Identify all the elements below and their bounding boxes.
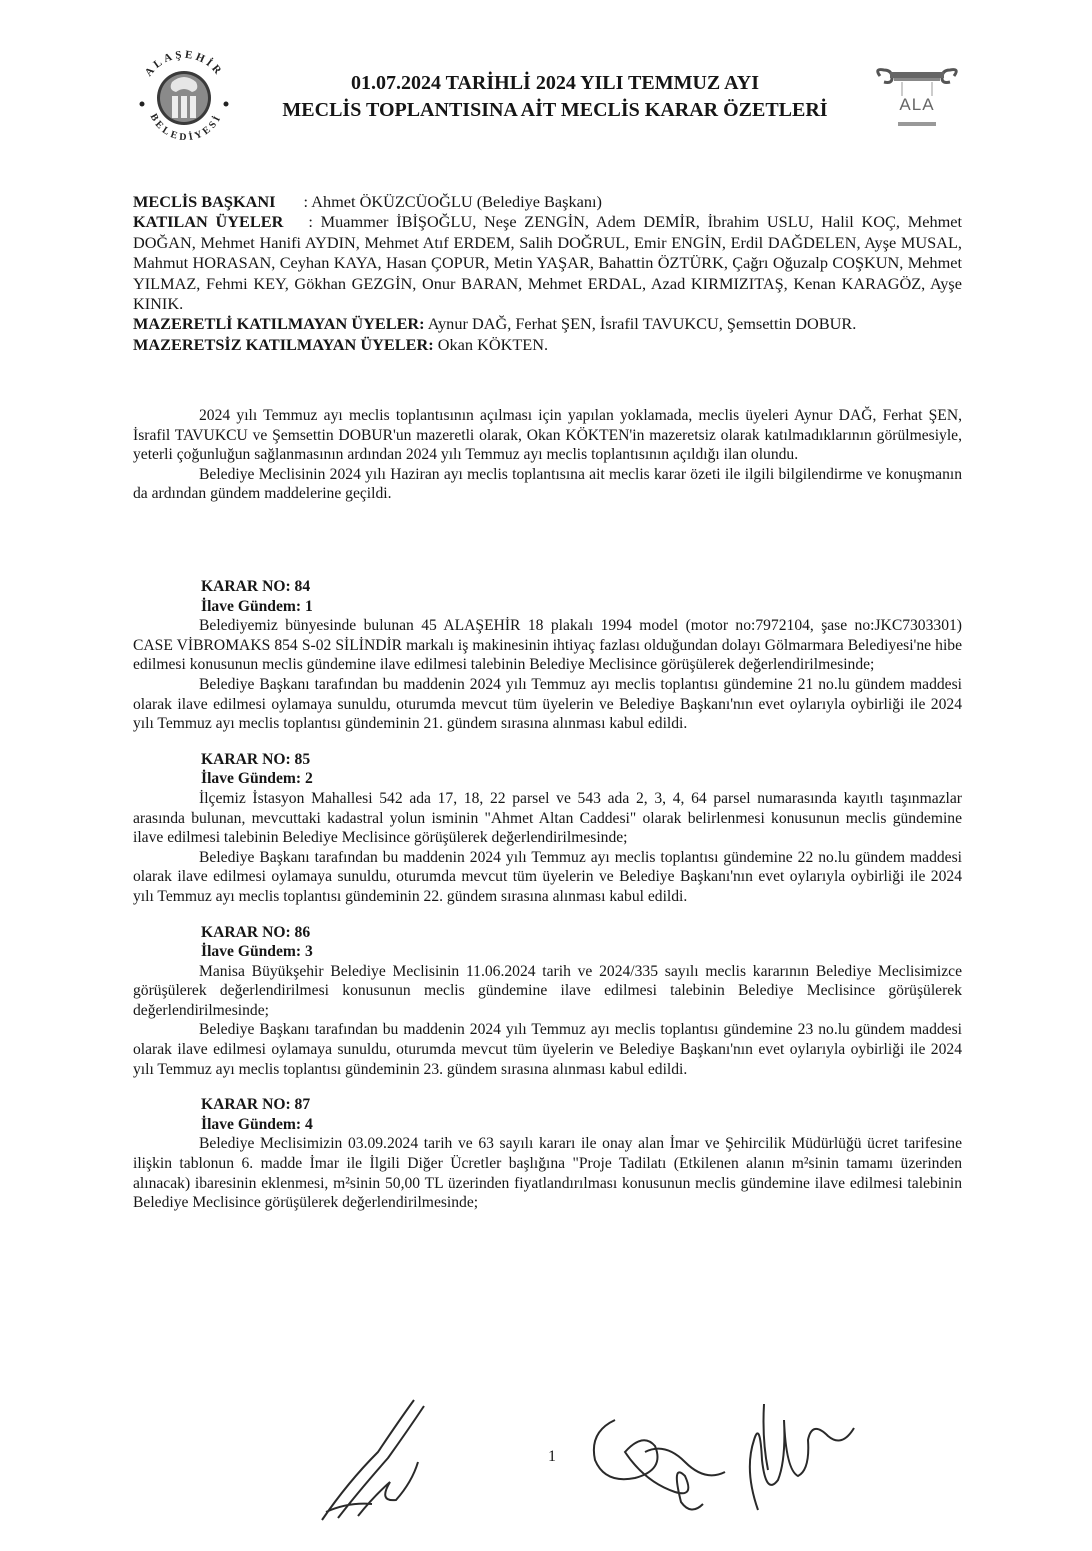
- intro-paragraph: Belediye Meclisinin 2024 yılı Haziran ayı meclis toplantısına ait meclis karar özeti ile ilgili bilgilendirme ve konuşmanın da ardından gündem maddelerine geçildi.: [133, 465, 962, 503]
- decision-text: Belediye Başkanı tarafından bu maddenin 2024 yılı Temmuz ayı meclis toplantısı gündemine 23 no.lu gündem maddesi olarak ilave edilmesi oylamaya sunuldu, oturumda mevcut tüm üyelerin ve Belediye Başkanı'nın evet oylarıyla oybirliği ile 2024 yılı Temmuz ayı meclis toplantısı gündeminin 23. gündem sırasına alınması kabul edildi.: [133, 1021, 962, 1078]
- ala-logo: [872, 66, 962, 132]
- decision-text: Belediye Başkanı tarafından bu maddenin 2024 yılı Temmuz ayı meclis toplantısı gündemine 21 no.lu gündem maddesi olarak ilave edilmesi oylamaya sunuldu, oturumda mevcut tüm üyelerin ve Belediye Başkanı'nın evet oylarıyla oybirliği ile 2024 yılı Temmuz ayı meclis toplantısı gündeminin 21. gündem sırasına alınması kabul edildi.: [133, 675, 962, 733]
- attendance-block: [133, 192, 962, 355]
- unexcused-label: MAZERETSİZ KATILMAYAN ÜYELER:: [133, 334, 434, 354]
- decision-text: Manisa Büyükşehir Belediye Meclisinin 11.06.2024 tarih ve 2024/335 sayılı meclis kararının Belediye Meclisimizce görüşülerek değerlendirilmesi konusunun meclis gündemine ilave edilmesi talebinin Belediye Meclisince görüşülerek değerlendirilmesinde;: [133, 962, 962, 1019]
- decision-agenda: İlave Gündem: 2: [201, 770, 313, 788]
- decision-number: KARAR NO: 86: [201, 923, 311, 941]
- svg-text:ALAŞEHİR: ALAŞEHİR: [142, 48, 226, 79]
- signature-2-icon: [585, 1412, 735, 1518]
- ala-logo-text: ALA: [899, 95, 935, 114]
- title-line-2: MECLİS TOPLANTISINA AİT MECLİS KARAR ÖZETLERİ: [282, 99, 828, 121]
- unexcused-value: Okan KÖKTEN.: [433, 334, 549, 354]
- municipality-seal-logo: [128, 40, 240, 152]
- decisions-list: [133, 577, 962, 1229]
- unexcused-line: [133, 335, 962, 355]
- signature-3-icon: [738, 1400, 858, 1518]
- decision-item: [133, 577, 962, 734]
- decision-number: KARAR NO: 85: [201, 750, 311, 768]
- chair-label: MECLİS BAŞKANI: [133, 192, 276, 211]
- column-logo-icon: [872, 66, 962, 132]
- decision-agenda: İlave Gündem: 1: [201, 597, 313, 615]
- intro-paragraph: 2024 yılı Temmuz ayı meclis toplantısının açılması için yapılan yoklamada, meclis üyeleri Aynur DAĞ, Ferhat ŞEN, İsrafil TAVUKCU ve Şemsettin DOBUR'un mazeretli olarak, Okan KÖKTEN'in mazeretsiz olarak katılmadıklarının görülmesiyle, yeterli çoğunluğun sağlanmasının ardından 2024 yılı Temmuz ayı meclis toplantısının açıldığı ilan olundu.: [133, 407, 962, 464]
- members-value: : Muammer İBİŞOĞLU, Neşe ZENGİN, Adem DEMİR, İbrahim USLU, Halil KOÇ, Mehmet DOĞAN, Mehmet Hanifi AYDIN, Mehmet Atıf ERDEM, Salih DOĞRUL, Emir ENGİN, Erdil DAĞDELEN, Ayşe MUSAL, Mahmut HORASAN, Ceyhan KAYA, Hasan ÇOPUR, Metin YAŞAR, Bahattin ÖZTÜRK, Çağrı Oğuzalp COŞKUN, Mehmet YILMAZ, Fehmi KEY, Gökhan GEZGİN, Onur BARAN, Mehmet ERDAL, Azad KIRMIZITAŞ, Kenan KARAGÖZ, Ayşe KINIK.: [133, 212, 962, 314]
- decision-number: KARAR NO: 87: [201, 1096, 311, 1114]
- chair-value: : Ahmet ÖKÜZCÜOĞLU (Belediye Başkanı): [303, 192, 602, 211]
- members-line: [133, 212, 962, 314]
- excused-line: [133, 314, 962, 334]
- decision-text: Belediyemiz bünyesinde bulunan 45 ALAŞEHİR 18 plakalı 1994 model (motor no:7972104, şase no:JKC7303301) CASE VİBROMAKS 854 S-02 SİLİNDİR markalı iş makinesinin ihtiyaç fazlası olduğundan dolayı Gölmarmara Belediyesi'ne hibe edilmesi konusunun meclis gündemine ilave edilmesi talebinin Belediye Meclisince görüşülerek değerlendirilmesinde;: [133, 617, 962, 674]
- decision-agenda: İlave Gündem: 3: [201, 943, 313, 961]
- decision-item: [133, 923, 962, 1080]
- chair-line: [133, 192, 962, 212]
- decision-text: Belediye Başkanı tarafından bu maddenin 2024 yılı Temmuz ayı meclis toplantısı gündemine 22 no.lu gündem maddesi olarak ilave edilmesi oylamaya sunuldu, oturumda mevcut tüm üyelerin ve Belediye Başkanı'nın evet oylarıyla oybirliği ile 2024 yılı Temmuz ayı meclis toplantısı gündeminin 22. gündem sırasına alınması kabul edildi.: [133, 848, 962, 905]
- intro-section: [133, 406, 962, 504]
- members-label: KATILAN ÜYELER: [133, 212, 284, 232]
- decision-text: İlçemiz İstasyon Mahallesi 542 ada 17, 18, 22 parsel ve 543 ada 2, 3, 4, 64 parsel numarasında kayıtlı taşınmazlar arasında bulunan, mevcuttaki kadastral yolun isminin "Ahmet Altan Caddesi" olarak belirlenmesi konusunun meclis gündemine ilave edilmesi talebinin Belediye Meclisince görüşülerek değerlendirilmesinde;: [133, 789, 962, 847]
- excused-value: Aynur DAĞ, Ferhat ŞEN, İsrafil TAVUKCU, Şemsettin DOBUR.: [424, 314, 857, 334]
- decision-number: KARAR NO: 84: [201, 578, 311, 595]
- page-number: 1: [548, 1448, 556, 1465]
- decision-item: [133, 750, 962, 907]
- signature-1-icon: [318, 1392, 434, 1524]
- page-title: [230, 70, 880, 124]
- svg-text:BELEDİYESİ: BELEDİYESİ: [147, 111, 225, 144]
- decision-text: Belediye Meclisimizin 03.09.2024 tarih ve 63 sayılı kararı ile onay alan İmar ve Şehircilik Müdürlüğü ücret tarifesine ilişkin tablonun 6. madde İmar ile İlgili Diğer Ücretler başlığına "Proje Tadilatı (Etkilenen alanın m²sinin tamamı üzerinden alınacak) ibaresinin eklenmesi, m²sinin 50,00 TL üzerinden fiyatlandırılması konusunun meclis gündemine ilave edilmesi talebinin Belediye Meclisince görüşülerek değerlendirilmesinde;: [133, 1135, 962, 1212]
- decision-item: [133, 1095, 962, 1213]
- excused-label: MAZERETLİ KATILMAYAN ÜYELER:: [133, 314, 425, 334]
- seal-icon: [128, 40, 240, 152]
- title-line-1: 01.07.2024 TARİHLİ 2024 YILI TEMMUZ AYI: [350, 72, 760, 94]
- decision-agenda: İlave Gündem: 4: [201, 1115, 313, 1133]
